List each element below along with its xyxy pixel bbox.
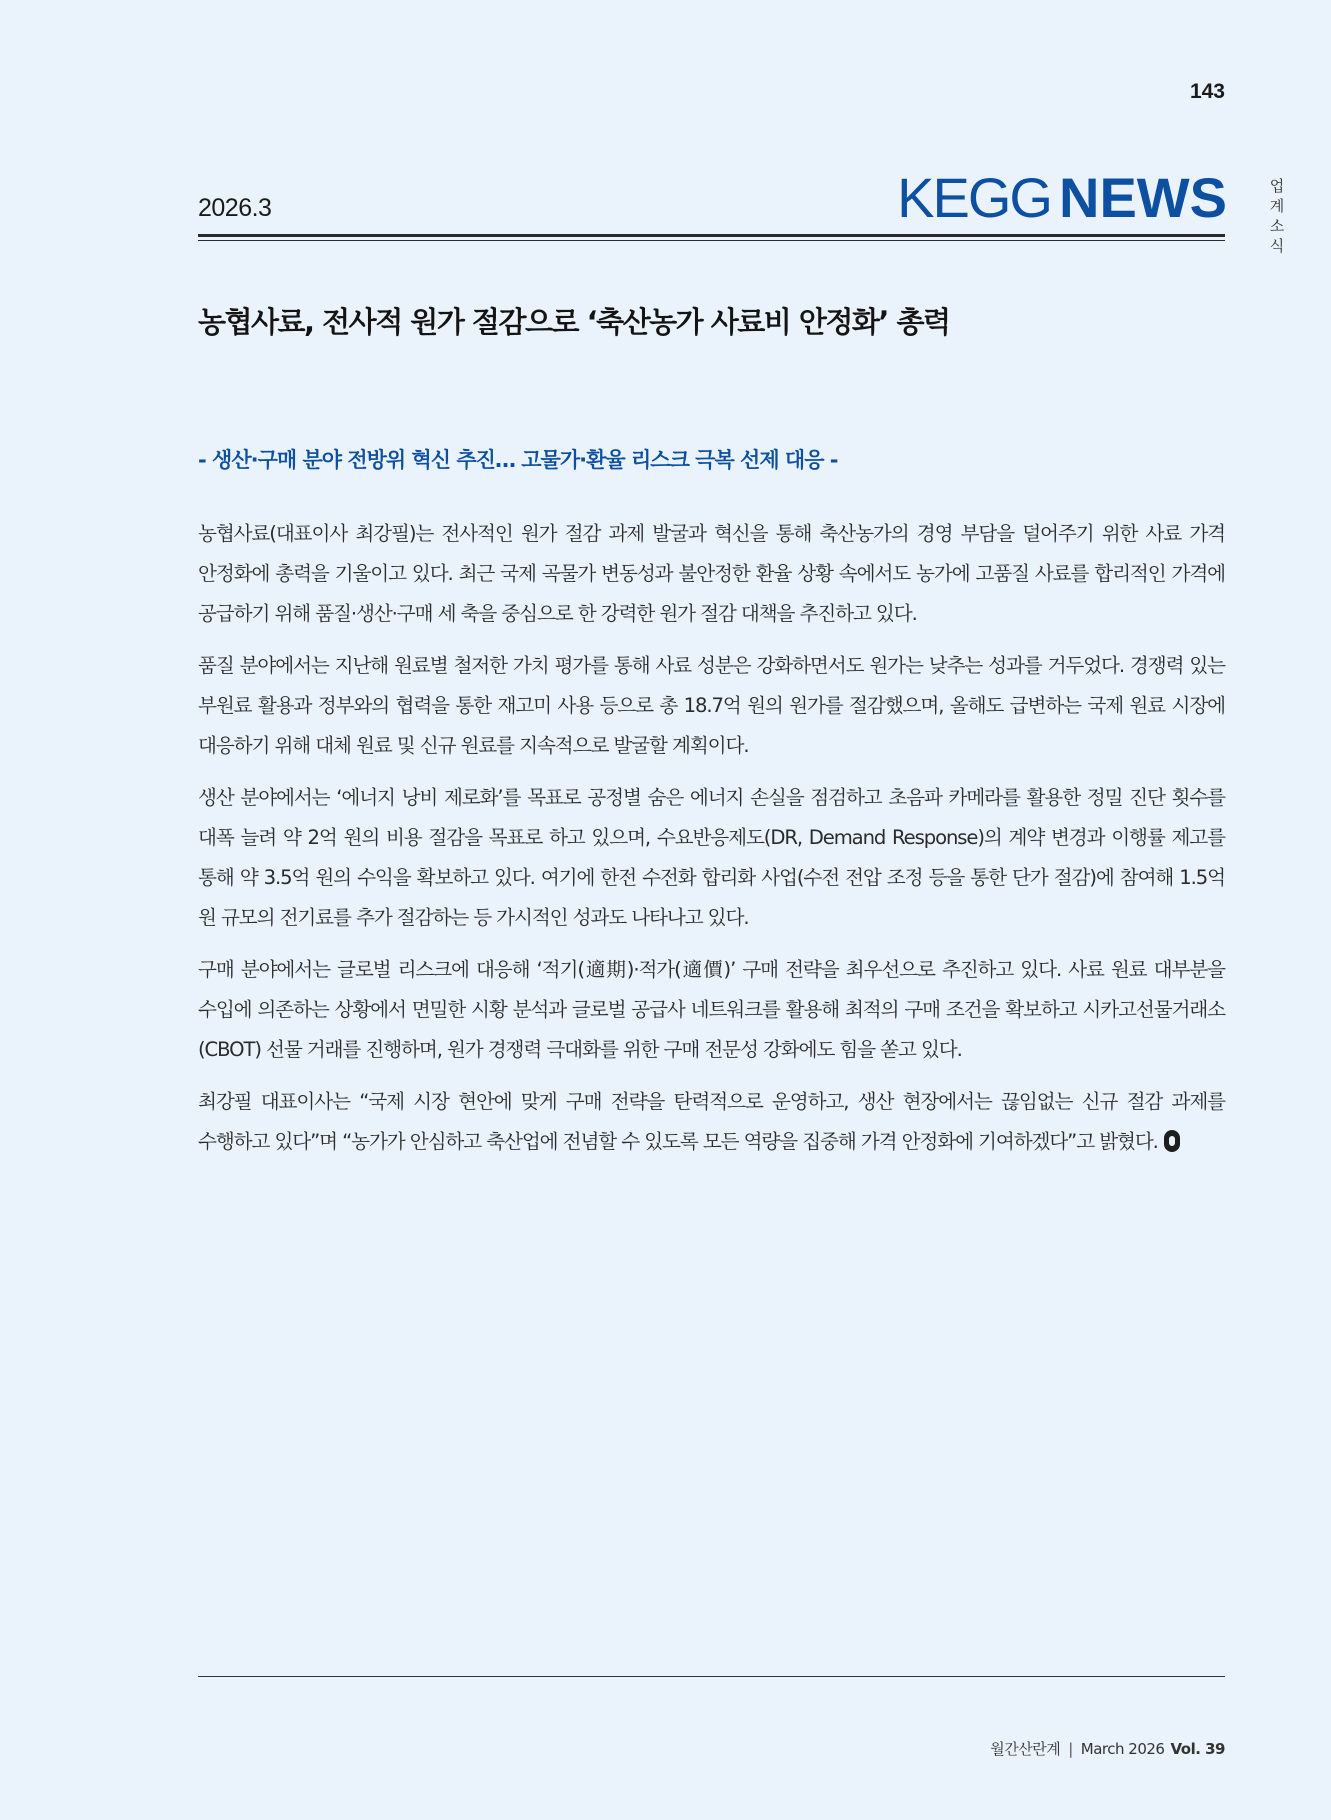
header-rule-thick	[198, 234, 1225, 237]
footer-rule	[198, 1676, 1225, 1677]
paragraph-5-text: 최강필 대표이사는 “국제 시장 현안에 맞게 구매 전략을 탄력적으로 운영하고, 생산 현장에서는 끊임없는 신규 절감 과제를 수행하고 있다”며 “농가가 안심하고 축산업에 전념할 수 있도록 모든 역량을 집중해 가격 안정화에 기여하겠다”고 밝혔다.	[198, 1090, 1225, 1153]
article-body	[198, 514, 1225, 1174]
brand-logo-bold: NEWS	[1059, 166, 1227, 229]
footer-separator: |	[1068, 1740, 1073, 1758]
article-headline: 농협사료, 전사적 원가 절감으로 ‘축산농가 사료비 안정화’ 총력	[198, 305, 950, 339]
issue-date: 2026.3	[198, 194, 272, 222]
paragraph-4: 구매 분야에서는 글로벌 리스크에 대응해 ‘적기(適期)·적가(適價)’ 구매 전략을 최우선으로 추진하고 있다. 사료 원료 대부분을 수입에 의존하는 상황에서 면밀한 시황 분석과 글로벌 공급사 네트워크를 활용해 최적의 구매 조건을 확보하고 시카고선물거래소(CBOT) 선물 거래를 진행하며, 원가 경쟁력 극대화를 위한 구매 전문성 강화에도 힘을 쏟고 있다.	[198, 958, 1225, 1061]
footer-month: March 2026	[1080, 1740, 1165, 1758]
article-subhead: - 생산·구매 분야 전방위 혁신 추진… 고물가·환율 리스크 극복 선제 대응 -	[198, 448, 838, 472]
paragraph-3: 생산 분야에서는 ‘에너지 낭비 제로화’를 목표로 공정별 숨은 에너지 손실을 점검하고 초음파 카메라를 활용한 정밀 진단 횟수를 대폭 늘려 약 2억 원의 비용 절감을 목표로 하고 있으며, 수요반응제도(DR, Demand Response)의 계약 변경과 이행률 제고를 통해 약 3.5억 원의 수익을 확보하고 있다. 여기에 한전 수전화 합리화 사업(수전 전압 조정 등을 통한 단가 절감)에 참여해 1.5억 원 규모의 전기료를 추가 절감하는 등 가시적인 성과도 나타나고 있다.	[198, 786, 1225, 929]
brand-logo-light: KEGG	[897, 166, 1051, 229]
footer-volume: Vol. 39	[1170, 1740, 1225, 1758]
footer-magazine: 월간산란계	[990, 1740, 1061, 1758]
paragraph-5	[198, 1082, 1225, 1162]
page-number: 143	[1189, 80, 1225, 103]
footer	[990, 1738, 1225, 1759]
brand-logo	[897, 168, 1227, 228]
paragraph-2: 품질 분야에서는 지난해 원료별 철저한 가치 평가를 통해 사료 성분은 강화하면서도 원가는 낮추는 성과를 거두었다. 경쟁력 있는 부원료 활용과 정부와의 협력을 통한 재고미 사용 등으로 총 18.7억 원의 원가를 절감했으며, 올해도 급변하는 국제 원료 시장에 대응하기 위해 대체 원료 및 신규 원료를 지속적으로 발굴할 계획이다.	[198, 654, 1225, 757]
header-rule-thin	[198, 240, 1225, 241]
section-side-tab: 업계 소식	[1269, 177, 1285, 255]
paragraph-1: 농협사료(대표이사 최강필)는 전사적인 원가 절감 과제 발굴과 혁신을 통해 축산농가의 경영 부담을 덜어주기 위한 사료 가격 안정화에 총력을 기울이고 있다. 최근 국제 곡물가 변동성과 불안정한 환율 상황 속에서도 농가에 고품질 사료를 합리적인 가격에 공급하기 위해 품질·생산·구매 세 축을 중심으로 한 강력한 원가 절감 대책을 추진하고 있다.	[198, 522, 1225, 625]
article-end-icon	[1164, 1130, 1180, 1152]
